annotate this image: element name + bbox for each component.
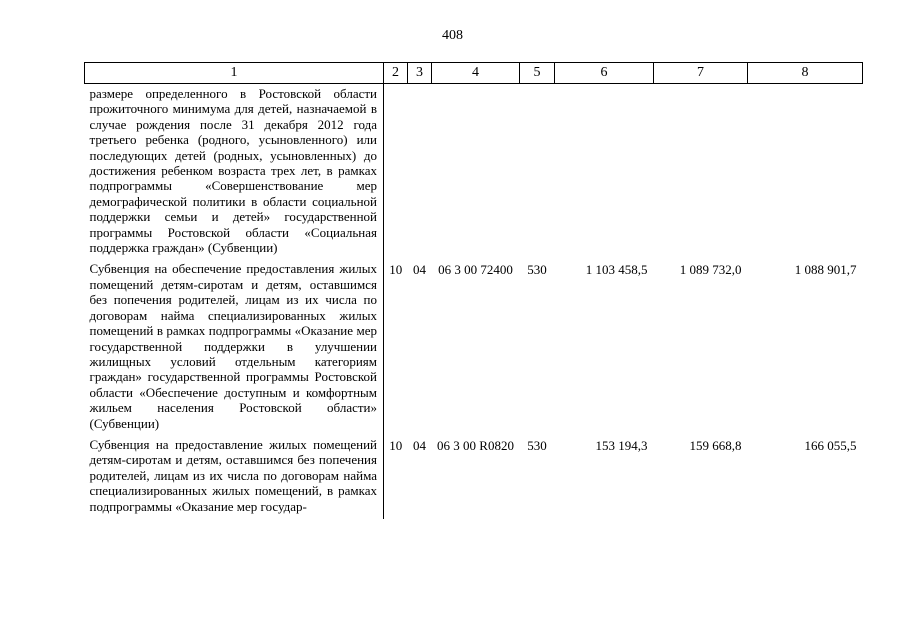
- table-row: [85, 436, 863, 519]
- cell-subsection: [408, 84, 432, 261]
- budget-table: [84, 62, 863, 519]
- page-number: 408: [442, 28, 463, 43]
- cell-amount-1: 153 194,3: [595, 437, 648, 453]
- cell-amount-1: [555, 84, 654, 261]
- cell-expense-type: 530: [527, 437, 547, 453]
- cell-target-article: 06 3 00 R0820: [437, 437, 514, 453]
- row-description: Субвенция на обеспечение предоставления жилых помещений детям-сиротам и детям, оставшимся без попечения родителей, лицам из их числа по договорам найма специализированных жилых помещений в рамках подпрограммы «Оказание мер государственной поддержки в улучшении жилищных условий отдельным категориям граждан» государственной программы Ростовской области «Обеспечение доступным и комфортным жильем населения Ростовской области» (Субвенции): [85, 260, 384, 435]
- cell-amount-2: [654, 84, 748, 261]
- column-header: 4: [432, 63, 520, 84]
- cell-amount-2: 159 668,8: [689, 437, 742, 453]
- cell-amount-3: 1 088 901,7: [794, 262, 857, 278]
- cell-section: [384, 84, 408, 261]
- cell-target-article: [432, 84, 520, 261]
- column-header: 5: [520, 63, 555, 84]
- row-description: Субвенция на предоставление жилых помещений детям-сиротам и детям, оставшимся без попечения родителей, лицам из их числа по договорам найма специализированных жилых помещений, в рамках подпрограммы «Оказание мер государ-: [85, 436, 384, 519]
- column-header: 8: [748, 63, 863, 84]
- cell-section: 10: [389, 437, 403, 453]
- column-header: 2: [384, 63, 408, 84]
- column-header: 1: [85, 63, 384, 84]
- cell-expense-type: [520, 84, 555, 261]
- column-header: 7: [654, 63, 748, 84]
- cell-amount-3: 166 055,5: [804, 437, 857, 453]
- cell-amount-3: [748, 84, 863, 261]
- cell-subsection: 04: [413, 262, 426, 278]
- cell-expense-type: 530: [527, 262, 547, 278]
- cell-amount-1: 1 103 458,5: [585, 262, 648, 278]
- header-row: [85, 63, 863, 84]
- cell-subsection: 04: [413, 437, 426, 453]
- row-description: размере определенного в Ростовской области прожиточного минимума для детей, назначаемой в случае рождения после 31 декабря 2012 года третьего ребенка (родного, усыновленного) или последующих детей (родных, усыновленных) до достижения ребенком возраста трех лет, в рамках подпрограммы «Совершенствование мер демографической политики в области социальной поддержки семьи и детей» государственной программы Ростовской области «Социальная поддержка граждан» (Субвенции): [85, 84, 384, 261]
- cell-amount-2: 1 089 732,0: [679, 262, 742, 278]
- table-row: [85, 84, 863, 261]
- column-header: 6: [555, 63, 654, 84]
- cell-target-article: 06 3 00 72400: [438, 262, 513, 278]
- table-row: [85, 260, 863, 435]
- column-header: 3: [408, 63, 432, 84]
- cell-section: 10: [389, 262, 403, 278]
